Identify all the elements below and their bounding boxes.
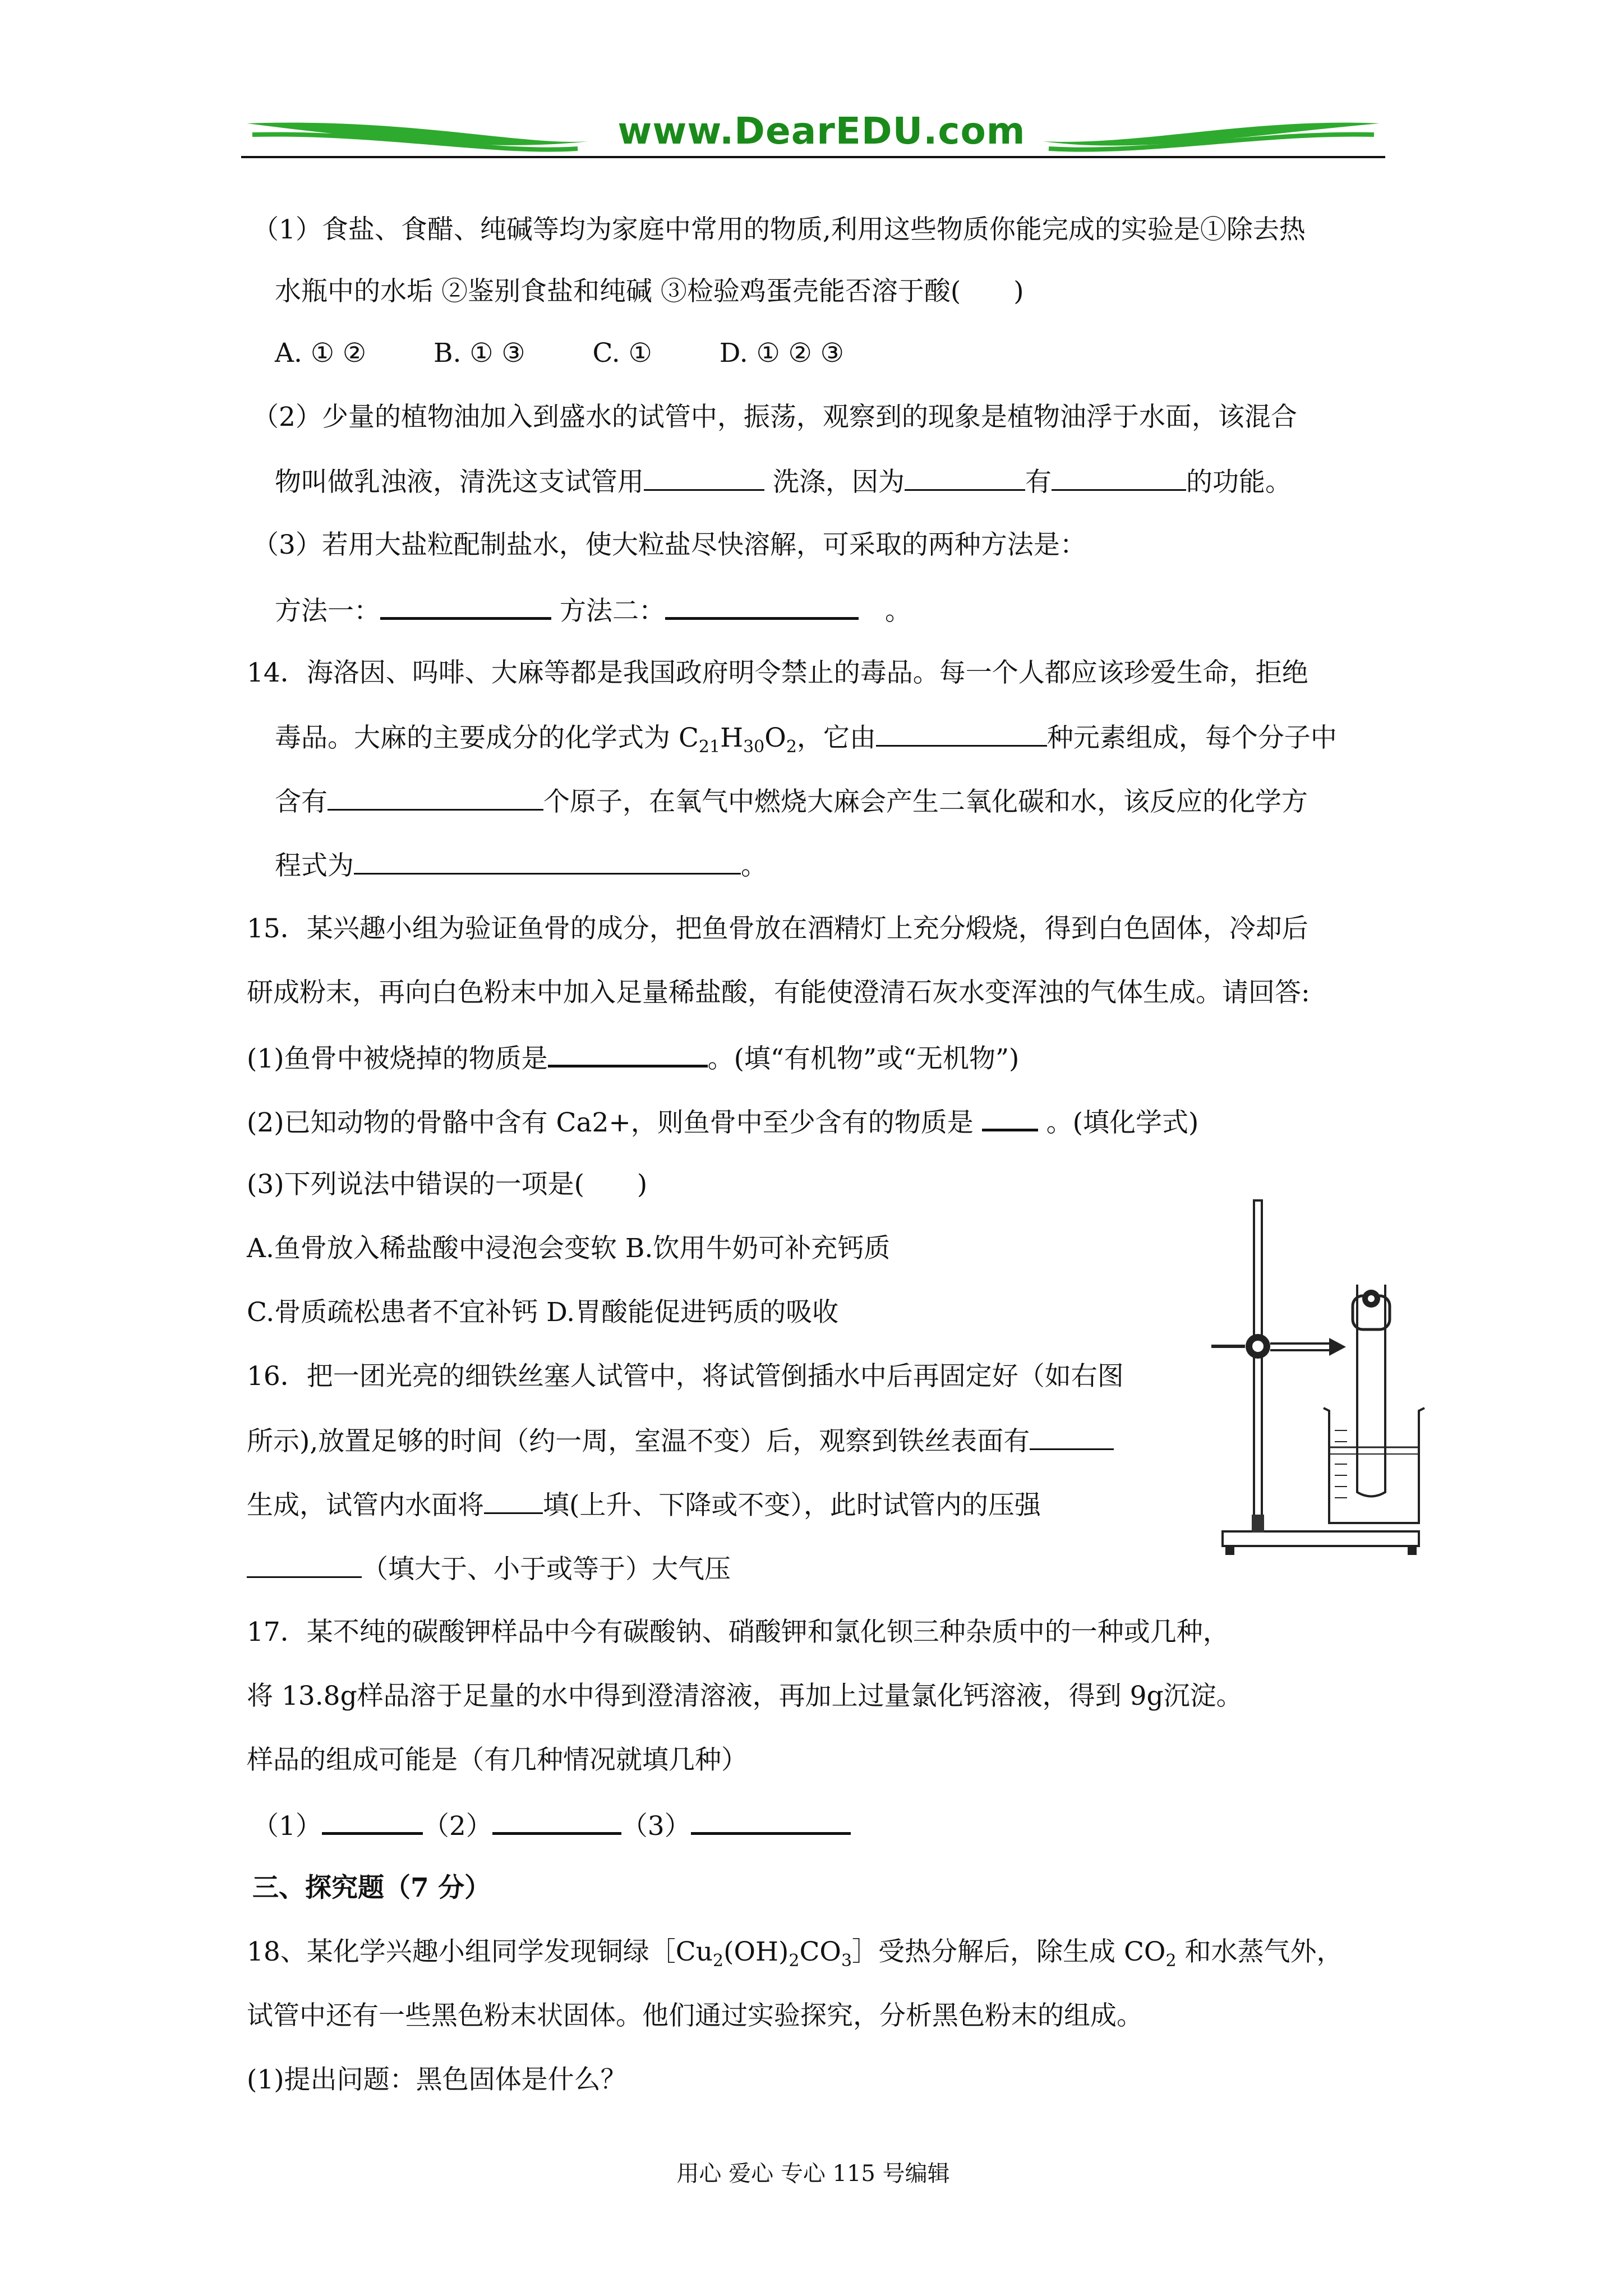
q18-text-c: CO xyxy=(799,1936,841,1967)
q13-p2-text-c: 有 xyxy=(1025,467,1052,498)
q18-line1 xyxy=(247,1935,1343,1969)
q13-p1-line1: （1）食盐、食醋、纯碱等均为家庭中常用的物质,利用这些物质你能完成的实验是①除去热 xyxy=(252,214,1306,245)
q14-line2 xyxy=(275,720,1337,755)
q16-line1: 16．把一团光亮的细铁丝塞人试管中，将试管倒插水中后再固定好（如右图 xyxy=(247,1361,1124,1392)
q14-sub-h: 30 xyxy=(743,737,765,757)
page-footer: 用心 爱心 专心 115 号编辑 xyxy=(676,2161,950,2187)
q14-line3 xyxy=(275,784,1308,819)
q13-p3-line1: （3）若用大盐粒配制盐水，使大粒盐尽快溶解，可采取的两种方法是： xyxy=(252,530,1086,560)
q13-p2-line1: （2）少量的植物油加入到盛水的试管中，振荡，观察到的现象是植物油浮于水面，该混合 xyxy=(252,402,1297,432)
iron-stand-test-tube-illustration xyxy=(1200,1195,1436,1565)
q18-sub-4: 2 xyxy=(1165,1951,1177,1971)
q15-line4 xyxy=(247,1104,1198,1140)
q18-line3: (1)提出问题：黑色固体是什么？ xyxy=(247,2064,627,2095)
q16-line3 xyxy=(247,1488,1041,1522)
q13-blank-because[interactable] xyxy=(905,464,1025,491)
q15-line2: 研成粉末，再向白色粉末中加入足量稀盐酸，有能使澄清石灰水变浑浊的气体生成。请回答: xyxy=(247,977,1310,1008)
q13-blank-function[interactable] xyxy=(1052,464,1186,491)
q13-p2-text-a: 物叫做乳浊液，清洗这支试管用 xyxy=(275,467,644,498)
apparatus-figure xyxy=(1200,1195,1436,1565)
q14-text-l3b: 个原子，在氧气中燃烧大麻会产生二氧化碳和水，该反应的化学方 xyxy=(543,786,1308,817)
q14-text-a: 毒品。大麻的主要成分的化学式为 C xyxy=(275,723,699,753)
q17-line4 xyxy=(252,1807,851,1843)
q16-text-l3a: 生成，试管内水面将 xyxy=(247,1490,484,1521)
q14-blank-atoms[interactable] xyxy=(328,784,543,811)
q18-sub-1: 2 xyxy=(713,1951,724,1971)
q17-text-3: （3） xyxy=(621,1811,691,1842)
q14-blank-equation[interactable] xyxy=(354,848,741,875)
q16-blank-pressure[interactable] xyxy=(247,1552,362,1578)
q13-p2-line2 xyxy=(275,464,1292,499)
q14-blank-elements[interactable] xyxy=(876,720,1047,747)
q16-text-l4b: （填大于、小于或等于）大气压 xyxy=(362,1554,731,1585)
q14-sub-o: 2 xyxy=(786,737,797,757)
q17-text-1: （1） xyxy=(252,1811,322,1842)
q16-text-l2a: 所示),放置足够的时间（约一周，室温不变）后，观察到铁丝表面有 xyxy=(247,1426,1030,1457)
q14-line4 xyxy=(275,848,767,883)
q15-text-l3b: 。(填“有机物”或“无机物”) xyxy=(707,1043,1020,1074)
q15-text-l3a: (1)鱼骨中被烧掉的物质是 xyxy=(247,1043,548,1074)
q17-line3: 样品的组成可能是（有几种情况就填几种） xyxy=(247,1745,748,1775)
q13-p2-text-b: 洗涤，因为 xyxy=(764,467,905,498)
section3-title: 三、探究题（7 分） xyxy=(252,1872,491,1903)
q13-p1-line2: 水瓶中的水垢 ②鉴别食盐和纯碱 ③检验鸡蛋壳能否溶于酸( ) xyxy=(275,276,1024,307)
q13-option-d: D. ① ② ③ xyxy=(719,338,844,369)
q15-text-l4b: 。(填化学式) xyxy=(1038,1107,1199,1138)
q16-line4 xyxy=(247,1552,731,1586)
q13-p2-text-d: 的功能。 xyxy=(1186,467,1292,498)
q14-text-c: 种元素组成，每个分子中 xyxy=(1046,723,1337,753)
q14-text-l4a: 程式为 xyxy=(275,850,354,881)
q14-text-o: O xyxy=(764,723,786,753)
q18-text-d: ］受热分解后，除生成 CO xyxy=(852,1936,1166,1967)
q13-p3-text-c: 。 xyxy=(858,596,911,627)
q16-line2 xyxy=(247,1424,1114,1458)
q17-text-2: （2） xyxy=(422,1811,492,1842)
q17-blank-2[interactable] xyxy=(492,1807,621,1835)
q13-option-c: C. ① xyxy=(592,338,652,369)
q17-line2: 将 13.8g样品溶于足量的水中得到澄清溶液，再加上过量氯化钙溶液，得到 9g沉淀。 xyxy=(247,1681,1243,1711)
q13-option-b: B. ① ③ xyxy=(433,338,525,369)
q16-blank-surface[interactable] xyxy=(1030,1424,1114,1450)
header-site-name: www.DearEDU.com xyxy=(617,109,1026,153)
q18-text-b: (OH) xyxy=(723,1936,789,1967)
q13-p3-text-b: 方法二： xyxy=(551,596,665,627)
q13-blank-wash[interactable] xyxy=(644,464,764,491)
q16-blank-water-level[interactable] xyxy=(484,1488,543,1514)
q17-line1: 17．某不纯的碳酸钾样品中今有碳酸钠、硝酸钾和氯化钡三种杂质中的一种或几种， xyxy=(247,1617,1229,1648)
q18-line2: 试管中还有一些黑色粉末状固体。他们通过实验探究，分析黑色粉末的组成。 xyxy=(247,2000,1143,2031)
q14-text-b: ，它由 xyxy=(796,723,876,753)
q14-line1: 14．海洛因、吗啡、大麻等都是我国政府明令禁止的毒品。每一个人都应该珍爱生命，拒绝 xyxy=(247,657,1308,688)
q13-p3-line2 xyxy=(275,592,911,628)
q13-blank-method2[interactable] xyxy=(665,592,859,620)
q17-blank-3[interactable] xyxy=(691,1807,851,1835)
q15-blank-formula[interactable] xyxy=(982,1104,1038,1131)
q14-sub-c: 21 xyxy=(698,737,721,757)
q18-sub-3: 3 xyxy=(841,1951,852,1971)
q14-text-l3a: 含有 xyxy=(275,786,328,817)
q15-blank-burned[interactable] xyxy=(548,1040,708,1068)
q16-text-l3b: 填(上升、下降或不变），此时试管内的压强 xyxy=(543,1490,1041,1521)
q15-line5: (3)下列说法中错误的一项是( ) xyxy=(247,1169,648,1200)
q15-line6: A.鱼骨放入稀盐酸中浸泡会变软 B.饮用牛奶可补充钙质 xyxy=(247,1233,891,1264)
q13-p3-text-a: 方法一： xyxy=(275,596,380,627)
q13-options xyxy=(275,337,844,370)
q18-text-a: 18、某化学兴趣小组同学发现铜绿［Cu xyxy=(247,1936,713,1967)
q13-blank-method1[interactable] xyxy=(380,592,551,620)
q15-line7: C.骨质疏松患者不宜补钙 D.胃酸能促进钙质的吸收 xyxy=(247,1297,839,1328)
q14-text-h: H xyxy=(720,723,744,753)
q14-text-l4b: 。 xyxy=(741,850,767,881)
q18-sub-2: 2 xyxy=(789,1951,800,1971)
q15-text-l4a: (2)已知动物的骨骼中含有 Ca2+，则鱼骨中至少含有的物质是 xyxy=(247,1107,982,1138)
q13-option-a: A. ① ② xyxy=(275,338,367,369)
q15-line1: 15．某兴趣小组为验证鱼骨的成分，把鱼骨放在酒精灯上充分煅烧，得到白色固体，冷却后 xyxy=(247,913,1308,944)
q18-text-e: 和水蒸气外， xyxy=(1176,1936,1343,1967)
q15-line3 xyxy=(247,1040,1019,1076)
q17-blank-1[interactable] xyxy=(322,1807,423,1835)
